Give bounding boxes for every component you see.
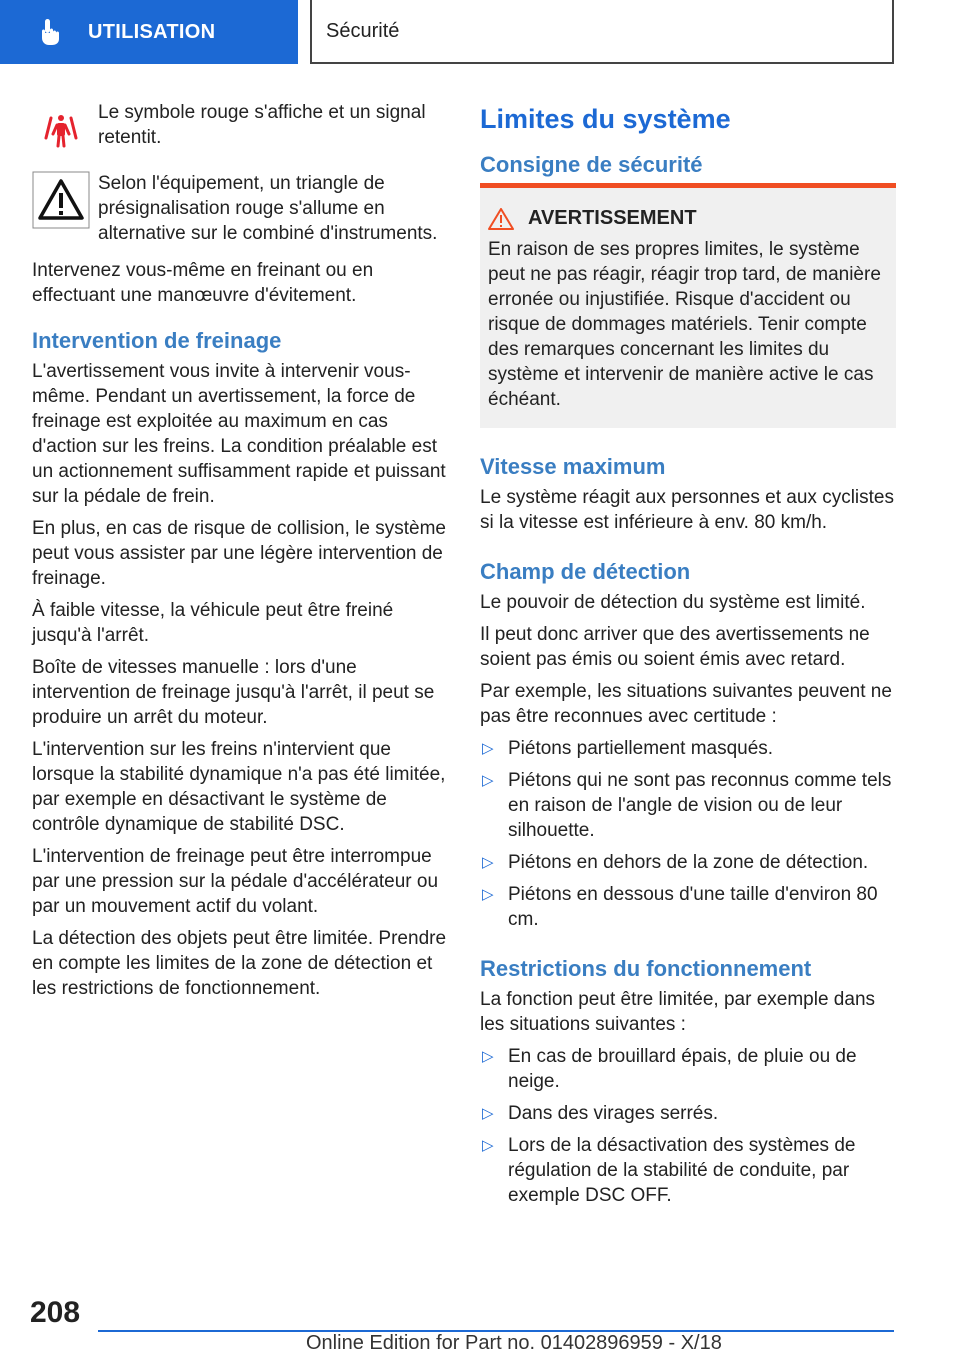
warning-triangle-icon [488, 208, 514, 230]
right-column [480, 100, 896, 1215]
heading-limites-systeme: Limites du système [480, 104, 731, 134]
champ-paragraph: Le pouvoir de détection du système est limité. [480, 592, 866, 613]
page-number: 208 [30, 1296, 81, 1329]
chapter-header [310, 0, 894, 64]
pedestrian-symbol-row [32, 100, 450, 159]
list-item: ▷ Piétons qui ne sont pas reconnus comme tels en raison de l'angle de vision ou de leur silhouette. [482, 770, 892, 841]
bullet-triangle-icon: ▷ [482, 772, 494, 789]
warning-title-row [488, 206, 888, 231]
bullet-triangle-icon: ▷ [482, 1105, 494, 1122]
intervention-paragraph: Intervenez vous-même en freinant ou en effectuant une manœuvre d'évitement. [32, 260, 374, 306]
warning-box [480, 183, 896, 428]
freinage-paragraph: L'avertissement vous invite à intervenir vous-même. Pendant un avertissement, la force de freinage est exploitée au maximum en cas d'action sur les freins. La condition préalable est un actionnement suffisamment rapide et puissant sur la pédale de frein. [32, 361, 446, 507]
freinage-paragraph: En plus, en cas de risque de collision, le système peut vous assister par une légère intervention de freinage. [32, 518, 446, 589]
pedestrian-warning-icon [32, 100, 90, 152]
freinage-paragraph: L'intervention sur les freins n'intervient que lorsque la stabilité dynamique n'a pas été limitée, par exemple en désactivant le système de contrôle dynamique de stabilité DSC. [32, 739, 446, 835]
list-item: ▷ Piétons en dessous d'une taille d'environ 80 cm. [482, 884, 878, 930]
chapter-title: Sécurité [326, 19, 400, 42]
bullet-triangle-icon: ▷ [482, 740, 494, 757]
list-item: ▷ Piétons en dehors de la zone de détection. [482, 852, 869, 873]
bullet-triangle-icon: ▷ [482, 854, 494, 871]
heading-vitesse-maximum: Vitesse maximum [480, 454, 666, 479]
freinage-paragraph: Boîte de vitesses manuelle : lors d'une intervention de freinage jusqu'à l'arrêt, il peut se produire un arrêt du moteur. [32, 657, 435, 728]
edition-footer: Online Edition for Part no. 01402896959 - X/18 [306, 1332, 722, 1354]
heading-champ-detection: Champ de détection [480, 559, 691, 584]
symbol2-text: Selon l'équipement, un triangle de présignalisation rouge s'allume en alternative sur le combiné d'instruments. [98, 173, 438, 244]
restrictions-paragraph: La fonction peut être limitée, par exemple dans les situations suivantes : [480, 989, 876, 1035]
champ-paragraph: Il peut donc arriver que des avertissements ne soient pas émis ou soient émis avec retard. [480, 624, 870, 670]
section-tab-label: UTILISATION [88, 20, 216, 43]
symbol1-text: Le symbole rouge s'affiche et un signal retentit. [98, 102, 426, 148]
bullet-triangle-icon: ▷ [482, 886, 494, 903]
left-column [32, 100, 450, 1008]
freinage-paragraph: À faible vitesse, la véhicule peut être freiné jusqu'à l'arrêt. [32, 600, 394, 646]
heading-restrictions: Restrictions du fonctionnement [480, 956, 812, 981]
heading-intervention-freinage: Intervention de freinage [32, 328, 282, 353]
champ-list [480, 736, 896, 932]
list-item: ▷ Piétons partiellement masqués. [482, 738, 774, 759]
list-item: ▷ Dans des virages serrés. [482, 1103, 719, 1124]
heading-consigne-securite: Consigne de sécurité [480, 152, 703, 177]
bullet-triangle-icon: ▷ [482, 1137, 494, 1154]
champ-paragraph: Par exemple, les situations suivantes peuvent ne pas être reconnues avec certitude : [480, 681, 892, 727]
bullet-triangle-icon: ▷ [482, 1048, 494, 1065]
warning-text: En raison de ses propres limites, le système peut ne pas réagir, réagir trop tard, de manière erronée ou injustifiée. Risque d'accident ou risque de dommages matériels. Tenir compte des remarques concernant les limites du système et intervenir de manière active le cas échéant. [488, 239, 881, 410]
freinage-paragraph: L'intervention de freinage peut être interrompue par une pression sur la pédale d'accélérateur ou par un mouvement actif du volant. [32, 846, 439, 917]
restrictions-list [480, 1044, 896, 1208]
vitesse-paragraph: Le système réagit aux personnes et aux cyclistes si la vitesse est inférieure à env. 80 km/h. [480, 487, 894, 533]
section-tab-utilisation [0, 0, 298, 64]
triangle-symbol-row [32, 171, 450, 246]
warning-triangle-icon [32, 171, 90, 229]
warning-title: AVERTISSEMENT [528, 207, 697, 229]
hand-pointer-icon [36, 17, 66, 47]
freinage-paragraph: La détection des objets peut être limitée. Prendre en compte les limites de la zone de détection et les restrictions de fonctionnement. [32, 928, 447, 999]
list-item: ▷ Lors de la désactivation des systèmes de régulation de la stabilité de conduite, par exemple DSC OFF. [482, 1135, 856, 1206]
list-item: ▷ En cas de brouillard épais, de pluie ou de neige. [482, 1046, 857, 1092]
